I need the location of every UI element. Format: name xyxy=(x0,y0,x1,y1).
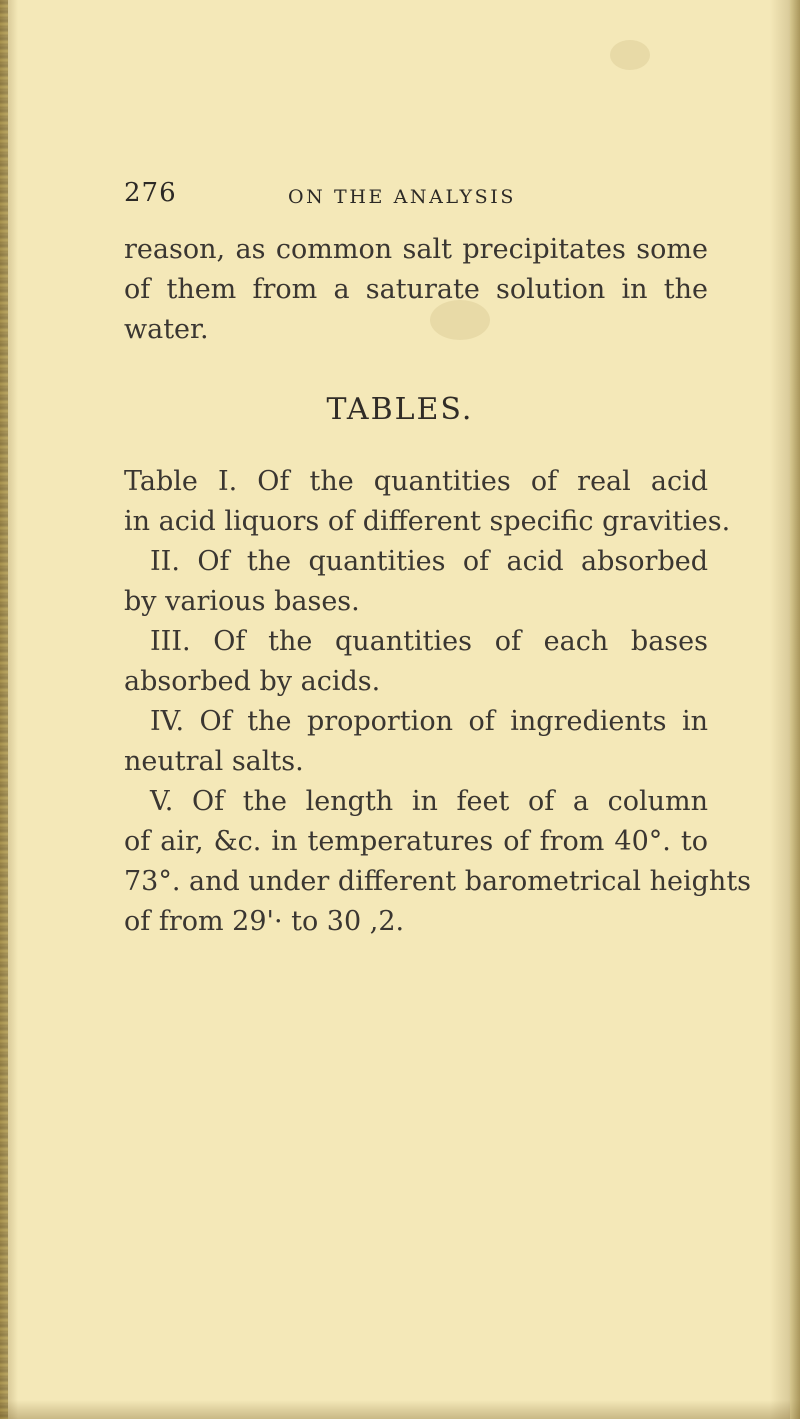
tables-list xyxy=(124,462,752,942)
paragraph-continuation xyxy=(124,230,708,350)
page-number: 276 xyxy=(124,178,177,208)
table-entry-line: Table I. Of the quantities of real acid xyxy=(124,466,708,497)
text-line: water. xyxy=(124,314,209,345)
text-line: of them from a saturate solution in the xyxy=(124,274,708,305)
table-entry-line: neutral salts. xyxy=(124,746,304,777)
page-left-edge xyxy=(0,0,8,1419)
table-entry-line: IV. Of the proportion of ingredients in xyxy=(150,706,708,737)
page-right-edge xyxy=(790,0,800,1419)
table-entry-line: by various bases. xyxy=(124,586,360,617)
table-entry-line: absorbed by acids. xyxy=(124,666,381,697)
table-entry-line: III. Of the quantities of each bases xyxy=(150,626,708,657)
table-entry-line: V. Of the length in feet of a column xyxy=(150,786,708,817)
paper-stain xyxy=(610,40,650,70)
table-entry-line: II. Of the quantities of acid absorbed xyxy=(150,546,708,577)
running-head: ON THE ANALYSIS xyxy=(288,186,516,208)
text-line: reason, as common salt precipitates some xyxy=(124,234,708,265)
table-entry-line: of from 29'· to 30 ,2. xyxy=(124,906,405,937)
table-entry-line: in acid liquors of different specific gravities. xyxy=(124,506,731,537)
table-entry-line: 73°. and under different barometrical heights xyxy=(124,866,752,897)
page-header xyxy=(124,178,704,218)
section-title: TABLES. xyxy=(326,392,474,427)
table-entry-line: of air, &c. in temperatures of from 40°. to xyxy=(124,826,708,857)
